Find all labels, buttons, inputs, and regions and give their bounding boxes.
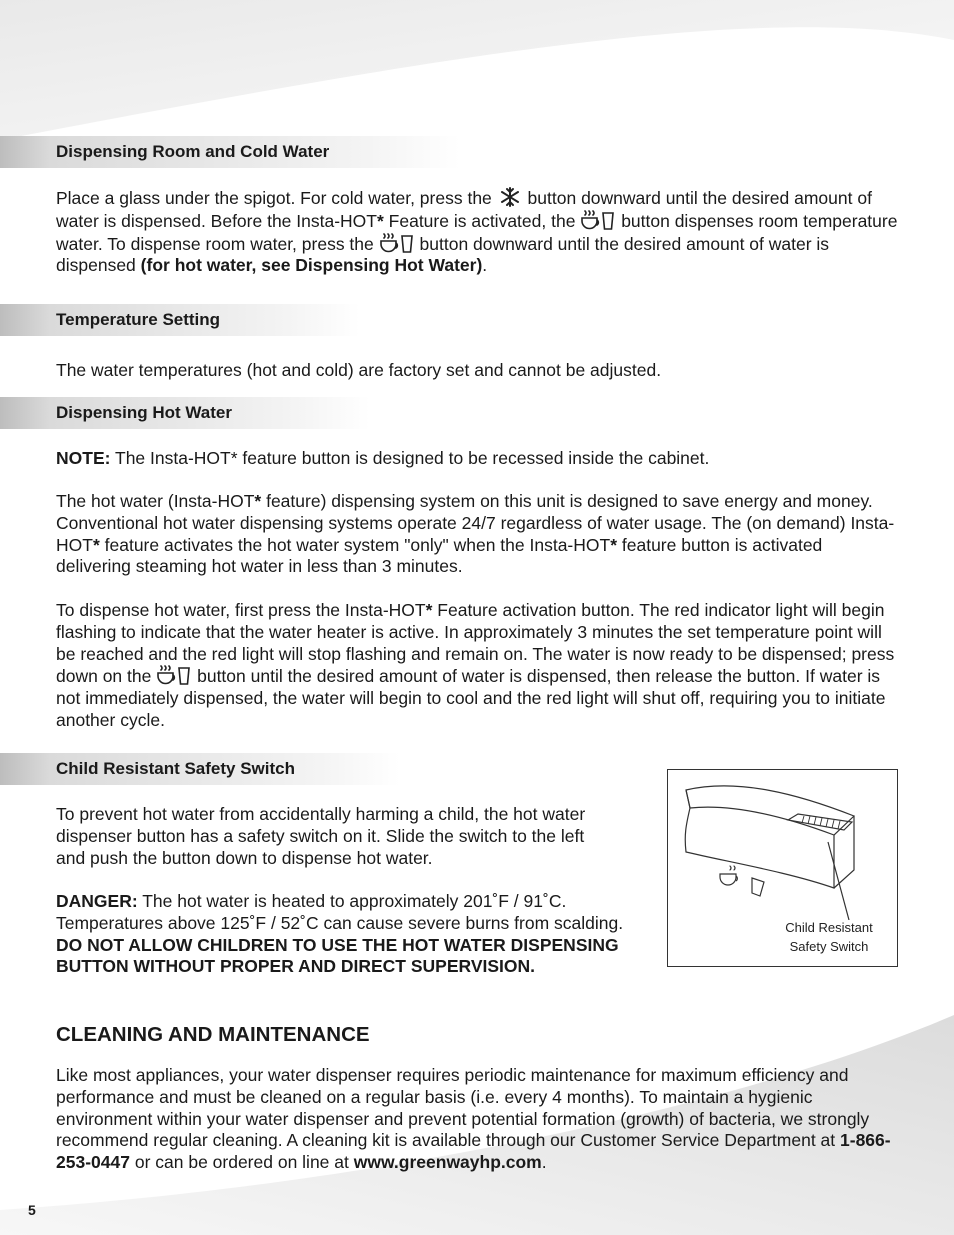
text: Feature activation button. The red indicator light will begin flashing to indicate that the water heater is active. In approximately 3 minutes the set temperature point will be reached and the red light will stop flashing and remain on. The water is now ready to be dispensed; press down on the xyxy=(56,600,895,687)
text: The Insta-HOT* feature button is designed to be recessed inside the cabinet. xyxy=(110,448,710,468)
section-band-room-cold xyxy=(0,136,460,168)
steaming-cup-and-glass-icon xyxy=(156,665,192,685)
text: . xyxy=(482,255,488,276)
asterisk: * xyxy=(425,600,433,620)
text: feature button is activated delivering steaming hot water in less than 3 minutes. xyxy=(56,534,823,577)
phone-number: 1-866-253-0447 xyxy=(56,1130,891,1173)
text: The hot water is heated to approximately 201˚F / 91˚C. Temperatures above 125˚F / 52˚C can cause severe burns from scalding. xyxy=(56,891,624,933)
text: The hot water (Insta-HOT xyxy=(56,491,255,511)
danger-warning: DO NOT ALLOW CHILDREN TO USE THE HOT WATER DISPENSING BUTTON WITHOUT PROPER AND DIRECT SUPERVISION. xyxy=(56,934,619,977)
text: Like most appliances, your water dispenser requires periodic maintenance for maximum efficiency and performance and must be cleaned on a regular basis (i.e. every 4 months). To maintain a hygienic environment within your water dispenser and prevent potential formation (growth) of bacteria, we strongly recommend regular cleaning. A cleaning kit is available through our Customer Service Department at xyxy=(56,1065,870,1151)
text: button downward until the desired amount of water is dispensed xyxy=(56,233,830,276)
asterisk: * xyxy=(254,491,262,511)
paragraph-child-switch: To prevent hot water from accidentally harming a child, the hot water dispenser button has a safety switch on it. Slide the switch to the left and push the button down to dispense hot water. xyxy=(56,804,586,868)
section-band-child-switch xyxy=(0,753,400,785)
steaming-cup-and-glass-icon xyxy=(580,210,616,230)
dispenser-panel-illustration xyxy=(668,770,897,920)
text: feature) dispensing system on this unit is designed to save energy and money. Conventional hot water dispensing systems operate 24/7 regardless of water usage. The (on demand) Insta-HOT xyxy=(56,491,895,555)
asterisk: * xyxy=(92,534,100,555)
snowflake-icon xyxy=(497,187,523,207)
note-label: NOTE: xyxy=(56,448,111,468)
heading-child-resistant-switch: Child Resistant Safety Switch xyxy=(56,759,295,778)
page-number: 5 xyxy=(28,1202,36,1218)
safety-switch-figure xyxy=(667,769,898,967)
text: or can be ordered on line at xyxy=(129,1152,354,1173)
asterisk: * xyxy=(610,534,618,555)
text: To dispense hot water, first press the Insta-HOT xyxy=(56,600,426,620)
section-band-hot-water xyxy=(0,397,370,429)
paragraph-danger xyxy=(56,891,636,978)
text: button downward until the desired amount of water is dispensed. Before the Insta-HOT xyxy=(56,188,872,231)
text: button dispenses room temperature water. To dispense room water, press the xyxy=(56,210,898,254)
website-link[interactable]: www.greenwayhp.com xyxy=(353,1152,542,1173)
steaming-cup-and-glass-icon xyxy=(379,233,415,253)
heading-dispensing-hot-water: Dispensing Hot Water xyxy=(56,403,232,422)
paragraph-cleaning xyxy=(56,1065,901,1174)
paragraph-note xyxy=(56,448,901,470)
heading-temperature-setting: Temperature Setting xyxy=(56,310,221,329)
text: Feature is activated, the xyxy=(383,210,576,231)
paragraph-hot-water-system xyxy=(56,491,901,578)
bold-reference: (for hot water, see Dispensing Hot Water) xyxy=(140,255,483,276)
heading-dispensing-room-cold: Dispensing Room and Cold Water xyxy=(56,142,330,161)
heading-cleaning-maintenance: CLEANING AND MAINTENANCE xyxy=(56,1023,370,1046)
caption-line: Child Resistant xyxy=(785,920,873,935)
asterisk: * xyxy=(376,210,384,231)
text: button until the desired amount of water is dispensed, then release the button. If water is not immediately dispensed, the water will begin to cool and the red light will shut off, requiring you to initiate another cycle. xyxy=(56,666,886,730)
section-band-temperature xyxy=(0,304,360,336)
danger-label: DANGER: xyxy=(56,891,138,911)
text: Place a glass under the spigot. For cold water, press the xyxy=(56,188,492,208)
caption-line: Safety Switch xyxy=(789,939,869,954)
paragraph-dispense-hot-water xyxy=(56,600,901,732)
paragraph-room-cold xyxy=(56,187,901,277)
text: feature activates the hot water system "only" when the Insta-HOT xyxy=(99,534,611,555)
text: . xyxy=(541,1152,547,1173)
figure-caption xyxy=(768,918,890,956)
paragraph-temperature: The water temperatures (hot and cold) are factory set and cannot be adjusted. xyxy=(56,360,662,380)
